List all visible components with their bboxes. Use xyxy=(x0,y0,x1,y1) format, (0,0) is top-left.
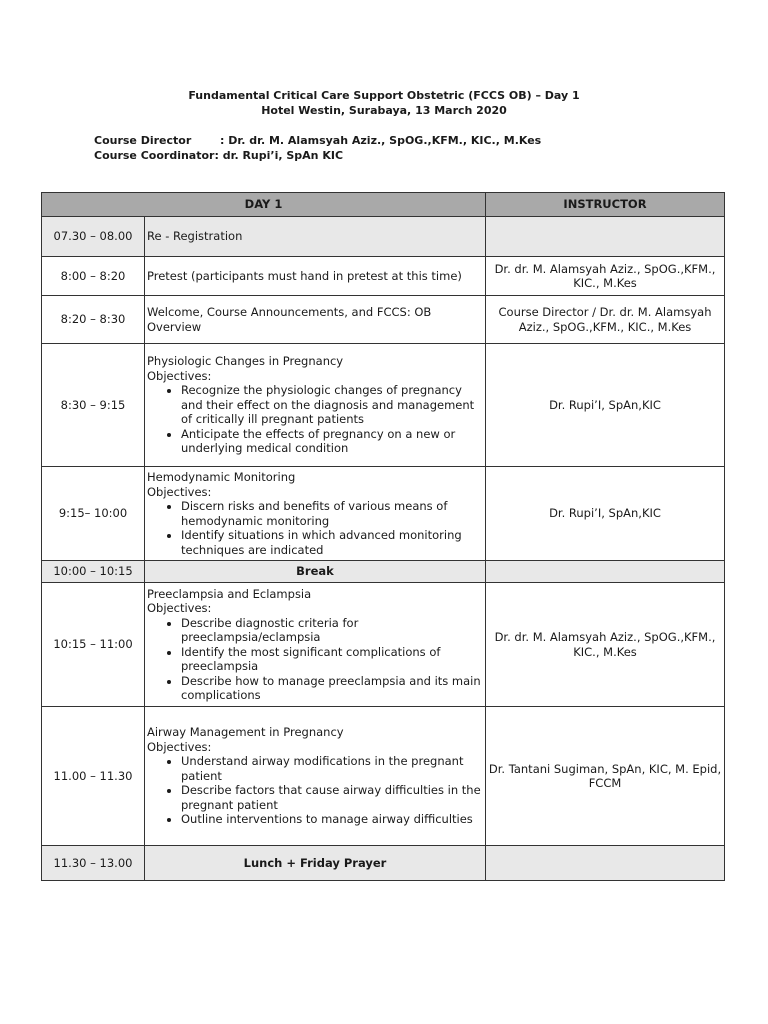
objective-item: • Outline interventions to manage airway difficulties xyxy=(181,812,483,827)
session-time: 11.30 – 13.00 xyxy=(42,846,145,881)
table-row xyxy=(42,561,725,583)
table-row xyxy=(42,217,725,257)
session-topic: Lunch + Friday Prayer xyxy=(145,846,486,881)
objectives-label: Objectives: xyxy=(147,739,212,754)
course-director-value: : Dr. dr. M. Alamsyah Aziz., SpOG.,KFM., KIC., M.Kes xyxy=(220,134,542,147)
objectives-list xyxy=(147,616,483,703)
table-row xyxy=(42,467,725,561)
objectives-label: Objectives: xyxy=(147,368,212,383)
column-header-day: DAY 1 xyxy=(42,193,486,217)
objective-item: • Describe diagnostic criteria for preeclampsia/eclampsia xyxy=(181,616,483,645)
session-time: 07.30 – 08.00 xyxy=(42,217,145,257)
session-time: 11.00 – 11.30 xyxy=(42,707,145,846)
objectives-label: Objectives: xyxy=(147,601,212,615)
session-time: 9:15– 10:00 xyxy=(42,467,145,561)
table-row xyxy=(42,707,725,846)
table-row xyxy=(42,846,725,881)
session-time: 10:00 – 10:15 xyxy=(42,561,145,583)
table-row xyxy=(42,344,725,467)
table-row xyxy=(42,583,725,707)
session-topic-title: Airway Management in Pregnancy xyxy=(147,725,344,740)
column-header-instructor: INSTRUCTOR xyxy=(486,193,725,217)
objective-item: • Identify the most significant complications of preeclampsia xyxy=(181,645,483,674)
course-coordinator-row xyxy=(94,148,541,163)
session-topic-title: Preeclampsia and Eclampsia xyxy=(147,586,312,601)
session-instructor: Course Director / Dr. dr. M. Alamsyah Aziz., SpOG.,KFM., KIC., M.Kes xyxy=(486,296,725,344)
objective-item: • Understand airway modifications in the pregnant patient xyxy=(181,754,483,783)
session-topic: Pretest (participants must hand in pretest at this time) xyxy=(145,257,486,296)
session-instructor: Dr. Tantani Sugiman, SpAn, KIC, M. Epid, FCCM xyxy=(486,707,725,846)
session-time: 10:15 – 11:00 xyxy=(42,583,145,707)
session-topic xyxy=(145,707,486,846)
objective-item: • Describe factors that cause airway difficulties in the pregnant patient xyxy=(181,783,483,812)
course-staff xyxy=(94,133,541,163)
table-row xyxy=(42,296,725,344)
session-topic: Break xyxy=(145,561,486,583)
session-topic xyxy=(145,467,486,561)
course-director-row xyxy=(94,133,541,148)
objectives-list xyxy=(147,754,483,827)
document-header xyxy=(0,88,768,118)
session-topic: Re - Registration xyxy=(145,217,486,257)
session-time: 8:20 – 8:30 xyxy=(42,296,145,344)
session-topic xyxy=(145,583,486,707)
table-row xyxy=(42,257,725,296)
objective-item: • Identify situations in which advanced monitoring techniques are indicated xyxy=(181,528,483,557)
objectives-list xyxy=(147,499,483,557)
course-director-label: Course Director xyxy=(94,134,192,147)
session-instructor xyxy=(486,846,725,881)
objective-item: • Discern risks and benefits of various means of hemodynamic monitoring xyxy=(181,499,483,528)
objective-item: • Recognize the physiologic changes of pregnancy and their effect on the diagnosis and management of critically ill pregnant patients xyxy=(181,383,483,427)
session-time: 8:00 – 8:20 xyxy=(42,257,145,296)
objective-item: • Describe how to manage preeclampsia and its main complications xyxy=(181,674,483,703)
session-instructor: Dr. dr. M. Alamsyah Aziz., SpOG.,KFM., KIC., M.Kes xyxy=(486,257,725,296)
objectives-list xyxy=(147,383,483,456)
course-coordinator-label: Course Coordinator xyxy=(94,149,215,162)
objective-item: • Anticipate the effects of pregnancy on a new or underlying medical condition xyxy=(181,427,483,456)
session-instructor: Dr. Rupi’I, SpAn,KIC xyxy=(486,344,725,467)
session-instructor: Dr. dr. M. Alamsyah Aziz., SpOG.,KFM., KIC., M.Kes xyxy=(486,583,725,707)
objectives-label: Objectives: xyxy=(147,484,212,499)
document-title: Fundamental Critical Care Support Obstetric (FCCS OB) – Day 1 xyxy=(188,89,580,102)
session-instructor xyxy=(486,217,725,257)
document-venue: Hotel Westin, Surabaya, 13 March 2020 xyxy=(261,104,507,117)
session-topic-title: Hemodynamic Monitoring xyxy=(147,470,296,484)
session-topic: Welcome, Course Announcements, and FCCS: OB Overview xyxy=(145,296,486,344)
session-topic-title: Physiologic Changes in Pregnancy xyxy=(147,354,344,369)
session-instructor xyxy=(486,561,725,583)
course-coordinator-value: : dr. Rupi’i, SpAn KIC xyxy=(214,149,344,162)
session-topic xyxy=(145,344,486,467)
schedule-table xyxy=(41,192,725,881)
table-header-row xyxy=(42,193,725,217)
session-instructor: Dr. Rupi’I, SpAn,KIC xyxy=(486,467,725,561)
session-time: 8:30 – 9:15 xyxy=(42,344,145,467)
